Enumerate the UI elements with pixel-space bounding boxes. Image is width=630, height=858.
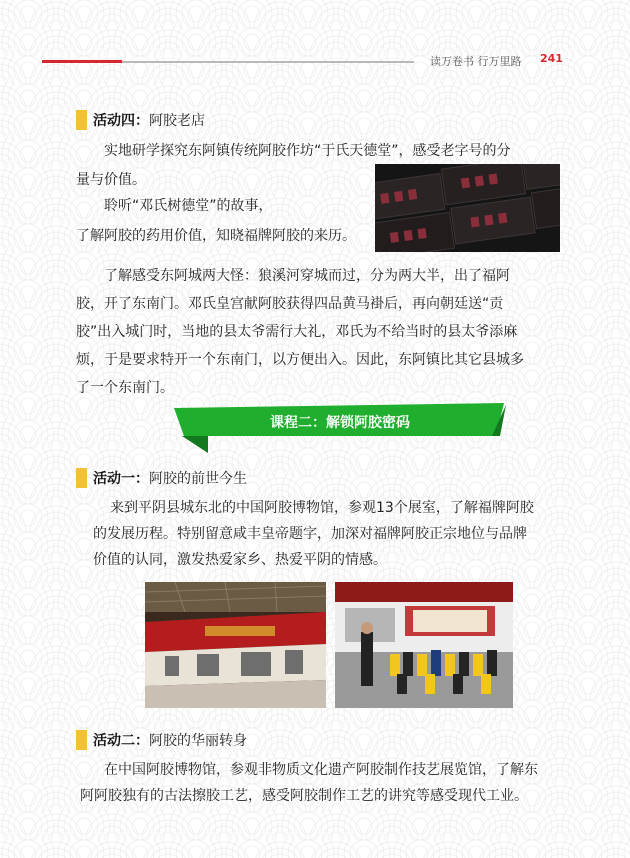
activity4-paragraph2-line1: 聆听“邓氏树德堂”的故事， — [104, 198, 273, 214]
header-rule — [122, 61, 414, 63]
heading-marker — [76, 730, 87, 750]
activity2-line2: 阿阿胶独有的古法擦胶工艺，感受阿胶制作工艺的讲究等感受现代工业。 — [80, 788, 528, 804]
activity1-heading — [76, 468, 247, 488]
activity1-label: 活动一： — [93, 471, 149, 487]
activity4-heading — [76, 110, 205, 130]
course-banner-title: 课程二：解锁阿胶密码 — [270, 415, 410, 431]
museum-exhibit-photo — [145, 582, 326, 708]
page-number: 241 — [540, 52, 563, 65]
heading-marker — [76, 110, 87, 130]
header-rule-accent — [42, 60, 122, 63]
activity1-line1: 来到平阴县城东北的中国阿胶博物馆，参观13个展室，了解福牌阿胶 — [110, 500, 534, 516]
activity4-paragraph3-line4: 烦，于是要求特开一个东南门，以方便出入。因此，东阿镇比其它县城多 — [76, 352, 524, 368]
activity4-paragraph1-line1: 实地研学探究东阿镇传统阿胶作坊“于氏天德堂”，感受老字号的分 — [104, 143, 511, 159]
activity1-title: 阿胶的前世今生 — [149, 471, 247, 487]
activity4-paragraph3-line3: 胶”出入城门时，当地的县太爷需行大礼，邓氏为不给当时的县太爷添麻 — [76, 324, 518, 340]
ejiao-blocks-photo — [375, 164, 560, 252]
activity2-title: 阿胶的华丽转身 — [149, 733, 247, 749]
activity2-heading — [76, 730, 247, 750]
activity4-paragraph3-line2: 胶，开了东南门。邓氏皇宫献阿胶获得四品黄马褂后，再向朝廷送“贡 — [76, 296, 504, 312]
activity4-label: 活动四： — [93, 113, 149, 129]
activity1-line2: 的发展历程。特别留意咸丰皇帝题字，加深对福牌阿胶正宗地位与品牌 — [93, 526, 527, 542]
activity2-label: 活动二： — [93, 733, 149, 749]
students-visit-photo — [335, 582, 513, 708]
heading-marker — [76, 468, 87, 488]
activity4-paragraph2-line2: 了解阿胶的药用价值，知晓福牌阿胶的来历。 — [76, 228, 356, 244]
activity2-line1: 在中国阿胶博物馆，参观非物质文化遗产阿胶制作技艺展览馆，了解东 — [104, 762, 538, 778]
activity1-line3: 价值的认同，激发热爱家乡、热爱平阴的情感。 — [93, 552, 387, 568]
activity4-paragraph1-line2: 量与价值。 — [76, 172, 146, 188]
activity4-paragraph3-line5: 了一个东南门。 — [76, 380, 174, 396]
running-header-title: 读万卷书 行万里路 — [430, 55, 522, 68]
activity4-title: 阿胶老店 — [149, 113, 205, 129]
activity4-paragraph3-line1: 了解感受东阿城两大怪：狼溪河穿城而过，分为两大半，出了福阿 — [104, 268, 510, 284]
